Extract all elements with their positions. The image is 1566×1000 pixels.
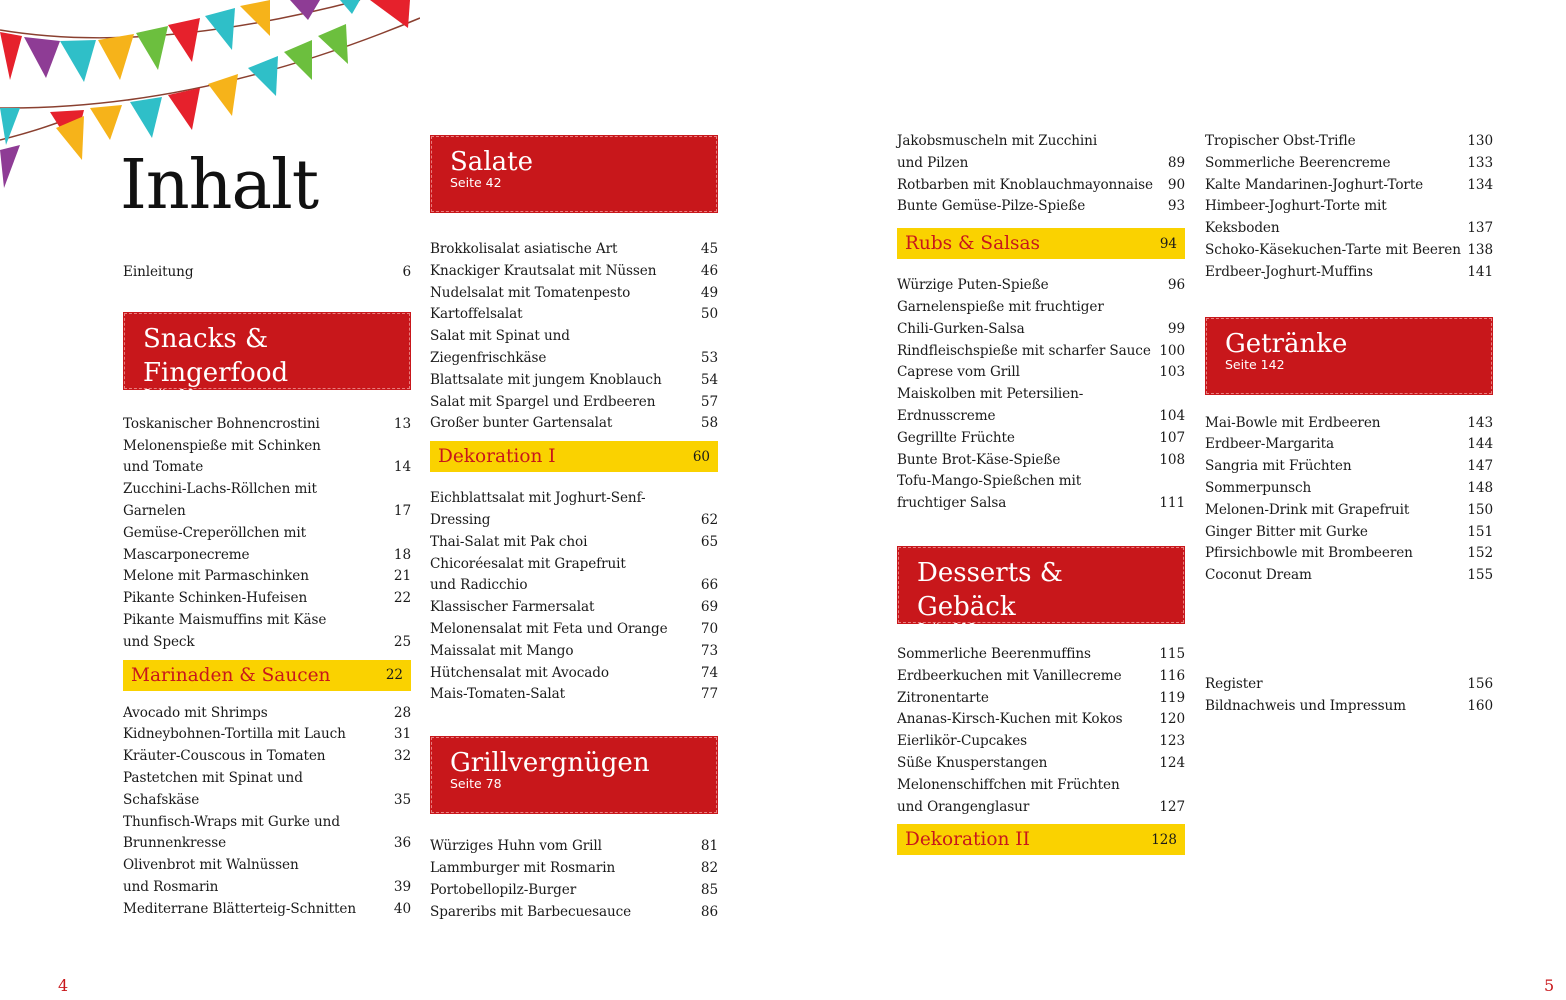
entry-list-desserts-continued: [1205, 131, 1493, 284]
toc-entry: [897, 362, 1185, 384]
toc-entry: [897, 384, 1185, 428]
section-title: Salate: [450, 147, 533, 177]
entry-page: 46: [700, 262, 718, 279]
entry-title: Melonen-Drink mit Grapefruit: [1205, 501, 1410, 518]
entry-page: 36: [393, 835, 411, 852]
toc-entry: [123, 523, 411, 567]
toc-entry: [123, 588, 411, 610]
toc-entry: [430, 641, 718, 663]
entry-title: Kalte Mandarinen-Joghurt-Torte: [1205, 176, 1424, 193]
page-number-left: 4: [58, 976, 69, 995]
entry-page: 150: [1467, 501, 1493, 518]
entry-title: Pfirsichbowle mit Brombeeren: [1205, 545, 1413, 562]
entry-page: 40: [393, 900, 411, 917]
entry-page: 6: [402, 264, 411, 280]
section-page: 94: [1159, 235, 1177, 252]
entry-page: 81: [700, 838, 718, 855]
entry-page: 107: [1159, 429, 1185, 446]
entry-title: Mais-Tomaten-Salat: [430, 686, 566, 703]
toc-entry: [123, 610, 411, 654]
entry-title: Rindfleischspieße mit scharfer Sauce: [897, 342, 1151, 359]
toc-entry: [1205, 543, 1493, 565]
toc-entry: [430, 684, 718, 706]
toc-entry: [1205, 478, 1493, 500]
toc-entry: [1205, 413, 1493, 435]
toc-entry: [430, 304, 718, 326]
entry-title: Bunte Brot-Käse-Spieße: [897, 451, 1061, 468]
toc-entry: [897, 666, 1185, 688]
entry-title: Brokkolisalat asiatische Art: [430, 241, 618, 257]
entry-page: 96: [1167, 277, 1185, 294]
toc-entry: [897, 450, 1185, 472]
entry-title: Würzige Puten-Spieße: [897, 277, 1049, 294]
entry-title: Jakobsmuscheln mit Zucchini und Pilzen: [897, 133, 1098, 171]
entry-page: 137: [1467, 220, 1493, 237]
section-header-salate: [430, 135, 718, 213]
entry-page: 21: [393, 568, 411, 585]
section-header-snacks: [123, 312, 411, 401]
entry-page: 99: [1167, 320, 1185, 337]
entry-title: Sommerliche Beerencreme: [1205, 154, 1391, 171]
entry-list-rubs: [897, 275, 1185, 515]
section-page: Seite 112: [917, 619, 977, 635]
toc-column-4: [1205, 0, 1493, 718]
entry-title: Sommerpunsch: [1205, 479, 1312, 496]
entry-page: 100: [1159, 342, 1185, 359]
entry-title: Melonenspieße mit Schinken und Tomate: [123, 437, 321, 476]
toc-entry: [430, 488, 718, 532]
entry-page: 17: [393, 502, 411, 519]
entry-page: 73: [700, 642, 718, 659]
toc-entry: [430, 370, 718, 392]
entry-title: Thai-Salat mit Pak choi: [430, 533, 588, 550]
entry-page: 143: [1467, 414, 1493, 431]
toc-entry: [123, 855, 411, 899]
entry-title: Melonensalat mit Feta und Orange: [430, 620, 668, 637]
entry-title: Hütchensalat mit Avocado: [430, 664, 609, 681]
toc-entry: [1205, 175, 1493, 197]
entry-page: 66: [700, 577, 718, 594]
toc-column-3: [897, 0, 1185, 855]
entry-page: 133: [1467, 154, 1493, 171]
section-title: Dekoration II: [905, 829, 1030, 851]
entry-title: Chicoréesalat mit Grapefruit und Radicchio: [430, 555, 626, 594]
toc-entry: [897, 775, 1185, 819]
entry-title: Kidneybohnen-Tortilla mit Lauch: [123, 726, 346, 743]
entry-title: Tofu-Mango-Spießchen mit fruchtiger Salsa: [897, 473, 1082, 512]
toc-entry: [1205, 500, 1493, 522]
entry-list-dekoration-1: [430, 488, 718, 706]
entry-page: 93: [1167, 198, 1185, 215]
section-header-dekoration-1: [430, 441, 718, 472]
section-header-grill: [430, 736, 718, 814]
entry-list-end: [1205, 674, 1493, 718]
section-header-marinaden: [123, 660, 411, 691]
toc-entry: [123, 812, 411, 856]
section-title: Grillvergnügen: [450, 748, 650, 779]
section-page: Seite 10: [143, 385, 195, 401]
toc-entry: [430, 283, 718, 305]
toc-entry: [123, 566, 411, 588]
entry-page: 70: [700, 620, 718, 637]
entry-page: 108: [1159, 451, 1185, 468]
toc-entry: [897, 731, 1185, 753]
toc-entry: [430, 836, 718, 858]
entry-title: Spareribs mit Barbecuesauce: [430, 903, 632, 920]
section-title: Dekoration I: [438, 446, 556, 468]
entry-title: Garnelenspieße mit fruchtiger Chili-Gurken-Salsa: [897, 298, 1104, 337]
entry-page: 130: [1467, 133, 1493, 149]
entry-page: 123: [1159, 733, 1185, 750]
section-page: 128: [1151, 831, 1177, 848]
entry-page: 85: [700, 881, 718, 898]
toc-column-2: [430, 0, 718, 923]
entry-page: 147: [1467, 458, 1493, 475]
entry-page: 74: [700, 664, 718, 681]
toc-entry: [430, 532, 718, 554]
entry-page: 103: [1159, 364, 1185, 381]
section-title: Rubs & Salsas: [905, 233, 1041, 255]
toc-entry: [897, 688, 1185, 710]
entry-page: 119: [1159, 689, 1185, 706]
entry-title: Mediterrane Blätterteig-Schnitten: [123, 900, 357, 917]
entry-title: Kartoffelsalat: [430, 306, 523, 323]
entry-page: 18: [393, 546, 411, 563]
toc-entry: [1205, 565, 1493, 587]
toc-entry: [1205, 456, 1493, 478]
entry-title: Großer bunter Gartensalat: [430, 415, 613, 432]
entry-page: 50: [700, 306, 718, 323]
entry-page: 53: [700, 349, 718, 366]
entry-page: 127: [1159, 798, 1185, 815]
entry-title: Maiskolben mit Petersilien- Erdnusscreme: [897, 386, 1084, 424]
entry-title: Zucchini-Lachs-Röllchen mit Garnelen: [123, 481, 317, 519]
toc-entry: [1205, 131, 1493, 153]
entry-page: 39: [393, 878, 411, 895]
section-header-dekoration-2: [897, 824, 1185, 855]
toc-entry: [897, 471, 1185, 515]
entry-title: Eierlikör-Cupcakes: [897, 733, 1028, 750]
entry-list-desserts: [897, 644, 1185, 818]
entry-page: 35: [393, 791, 411, 808]
toc-entry: [430, 554, 718, 598]
entry-page: 152: [1467, 545, 1493, 562]
entry-title: Salat mit Spargel und Erdbeeren: [430, 393, 656, 410]
entry-list-salate: [430, 239, 718, 435]
entry-page: 155: [1467, 567, 1493, 584]
entry-title: Ananas-Kirsch-Kuchen mit Kokos: [897, 711, 1123, 728]
entry-title: Register: [1205, 675, 1263, 692]
entry-title: Süße Knusperstangen: [897, 754, 1048, 771]
toc-entry: [123, 703, 411, 725]
entry-title: Coconut Dream: [1205, 567, 1312, 584]
section-page: 22: [385, 667, 403, 684]
entry-title: Maissalat mit Mango: [430, 642, 574, 659]
toc-entry: [430, 261, 718, 283]
section-title: Snacks & Fingerfood: [143, 323, 289, 388]
entry-page: 151: [1467, 523, 1493, 540]
toc-entry: [430, 413, 718, 435]
entry-page: 138: [1467, 241, 1493, 258]
entry-title: Thunfisch-Wraps mit Gurke und Brunnenkresse: [123, 813, 340, 852]
entry-list-marinaden: [123, 703, 411, 921]
toc-entry: [897, 753, 1185, 775]
toc-entry: [430, 392, 718, 414]
section-title: Getränke: [1225, 328, 1348, 359]
entry-page: 82: [700, 859, 718, 876]
entry-title: Blattsalate mit jungem Knoblauch: [430, 371, 662, 388]
entry-page: 77: [700, 686, 718, 703]
entry-list-snacks: [123, 414, 411, 654]
entry-title: Erdbeerkuchen mit Vanillecreme: [897, 667, 1122, 684]
toc-entry: [1205, 434, 1493, 456]
entry-title: Erdbeer-Margarita: [1205, 436, 1335, 453]
entry-page: 28: [393, 704, 411, 721]
entry-page: 45: [700, 241, 718, 257]
entry-page: 86: [700, 903, 718, 920]
section-header-getraenke: [1205, 317, 1493, 395]
entry-title: Klassischer Farmersalat: [430, 599, 595, 616]
section-header-desserts: [897, 546, 1185, 635]
toc-entry: [430, 239, 718, 261]
entry-page: 54: [700, 371, 718, 388]
toc-entry: [897, 709, 1185, 731]
entry-title: Erdbeer-Joghurt-Muffins: [1205, 263, 1373, 280]
toc-entry: [1205, 674, 1493, 696]
toc-entry: [1205, 196, 1493, 240]
entry-title: Olivenbrot mit Walnüssen und Rosmarin: [123, 857, 299, 895]
entry-title: Toskanischer Bohnencrostini: [123, 415, 320, 432]
entry-list-intro: [123, 262, 411, 284]
toc-entry: [897, 275, 1185, 297]
entry-title: Sommerliche Beerenmuffins: [897, 645, 1091, 662]
toc-entry: [897, 131, 1185, 175]
section-title: Desserts & Gebäck: [917, 557, 1063, 622]
section-header-rubs: [897, 228, 1185, 259]
entry-page: 104: [1159, 407, 1185, 424]
toc-entry: [897, 341, 1185, 363]
entry-page: 115: [1159, 645, 1185, 662]
toc-entry: [430, 663, 718, 685]
entry-page: 31: [393, 726, 411, 743]
section-page: Seite 78: [450, 776, 502, 792]
toc-entry: [123, 746, 411, 768]
section-page: Seite 42: [450, 175, 502, 190]
toc-entry: [123, 436, 411, 480]
entry-title: Würziges Huhn vom Grill: [430, 838, 602, 855]
entry-title: Lammburger mit Rosmarin: [430, 859, 616, 876]
toc-entry: [430, 880, 718, 902]
entry-title: Schoko-Käsekuchen-Tarte mit Beeren: [1205, 241, 1461, 258]
page-title: Inhalt: [120, 146, 319, 225]
toc-entry: [430, 619, 718, 641]
toc-entry: [123, 262, 411, 284]
toc-entry: [897, 428, 1185, 450]
entry-page: 62: [700, 511, 718, 528]
section-title: Marinaden & Saucen: [131, 664, 331, 686]
toc-entry: [430, 597, 718, 619]
entry-title: Zitronentarte: [897, 689, 989, 706]
entry-page: 90: [1167, 176, 1185, 193]
toc-entry: [897, 297, 1185, 341]
toc-entry: [897, 196, 1185, 218]
entry-title: Pastetchen mit Spinat und Schafskäse: [123, 769, 303, 808]
entry-page: 160: [1467, 697, 1493, 714]
entry-title: Bildnachweis und Impressum: [1205, 697, 1406, 714]
page-number-right: 5: [1544, 976, 1555, 995]
toc-entry: [897, 644, 1185, 666]
entry-page: 89: [1167, 154, 1185, 171]
entry-title: Sangria mit Früchten: [1205, 458, 1352, 475]
entry-page: 141: [1467, 263, 1493, 280]
entry-page: 69: [700, 599, 718, 616]
toc-entry: [1205, 262, 1493, 284]
entry-page: 32: [393, 748, 411, 765]
entry-title: Ginger Bitter mit Gurke: [1205, 523, 1368, 540]
toc-entry: [430, 326, 718, 370]
entry-title: Nudelsalat mit Tomatenpesto: [430, 284, 631, 301]
entry-page: 14: [393, 459, 411, 476]
toc-entry: [1205, 153, 1493, 175]
entry-page: 65: [700, 533, 718, 550]
toc-entry: [123, 899, 411, 921]
entry-page: 111: [1159, 495, 1185, 512]
entry-title: Knackiger Krautsalat mit Nüssen: [430, 262, 657, 279]
entry-title: Himbeer-Joghurt-Torte mit Keksboden: [1205, 198, 1387, 237]
entry-title: Mai-Bowle mit Erdbeeren: [1205, 414, 1381, 431]
toc-entry: [123, 768, 411, 812]
entry-page: 49: [700, 284, 718, 301]
entry-title: Einleitung: [123, 264, 194, 280]
entry-page: 148: [1467, 479, 1493, 496]
entry-title: Gemüse-Creperöllchen mit Mascarponecreme: [123, 524, 307, 563]
entry-title: Gegrillte Früchte: [897, 429, 1015, 446]
toc-entry: [1205, 522, 1493, 544]
entry-page: 58: [700, 415, 718, 432]
entry-title: Rotbarben mit Knoblauchmayonnaise: [897, 176, 1153, 193]
entry-page: 120: [1159, 711, 1185, 728]
entry-page: 116: [1159, 667, 1185, 684]
entry-page: 144: [1467, 436, 1493, 453]
entry-title: Salat mit Spinat und Ziegenfrischkäse: [430, 328, 570, 366]
entry-page: 13: [393, 415, 411, 432]
entry-page: 22: [393, 590, 411, 607]
entry-page: 57: [700, 393, 718, 410]
toc-entry: [123, 479, 411, 523]
section-page: Seite 142: [1225, 356, 1285, 372]
toc-entry: [123, 414, 411, 436]
toc-column-1: [123, 0, 411, 921]
entry-page: 134: [1467, 176, 1493, 193]
section-page: 60: [692, 448, 710, 465]
entry-title: Bunte Gemüse-Pilze-Spieße: [897, 198, 1086, 215]
toc-entry: [1205, 240, 1493, 262]
entry-title: Eichblattsalat mit Joghurt-Senf-Dressing: [430, 490, 646, 528]
entry-title: Tropischer Obst-Trifle: [1205, 133, 1356, 149]
entry-title: Pikante Maismuffins mit Käse und Speck: [123, 611, 327, 650]
entry-list-getraenke: [1205, 413, 1493, 587]
entry-title: Kräuter-Couscous in Tomaten: [123, 748, 326, 765]
entry-title: Avocado mit Shrimps: [123, 704, 268, 721]
toc-entry: [430, 858, 718, 880]
entry-title: Melone mit Parmaschinken: [123, 568, 309, 585]
entry-page: 156: [1467, 675, 1493, 692]
entry-list-grill: [430, 836, 718, 923]
entry-title: Pikante Schinken-Hufeisen: [123, 590, 308, 607]
entry-title: Melonenschiffchen mit Früchten und Orangenglasur: [897, 776, 1120, 815]
entry-title: Portobellopilz-Burger: [430, 881, 577, 898]
entry-page: 124: [1159, 754, 1185, 771]
toc-entry: [430, 902, 718, 924]
entry-list-grill-continued: [897, 131, 1185, 218]
toc-entry: [897, 175, 1185, 197]
toc-entry: [123, 724, 411, 746]
entry-title: Caprese vom Grill: [897, 364, 1020, 381]
entry-page: 25: [393, 633, 411, 650]
toc-entry: [1205, 696, 1493, 718]
